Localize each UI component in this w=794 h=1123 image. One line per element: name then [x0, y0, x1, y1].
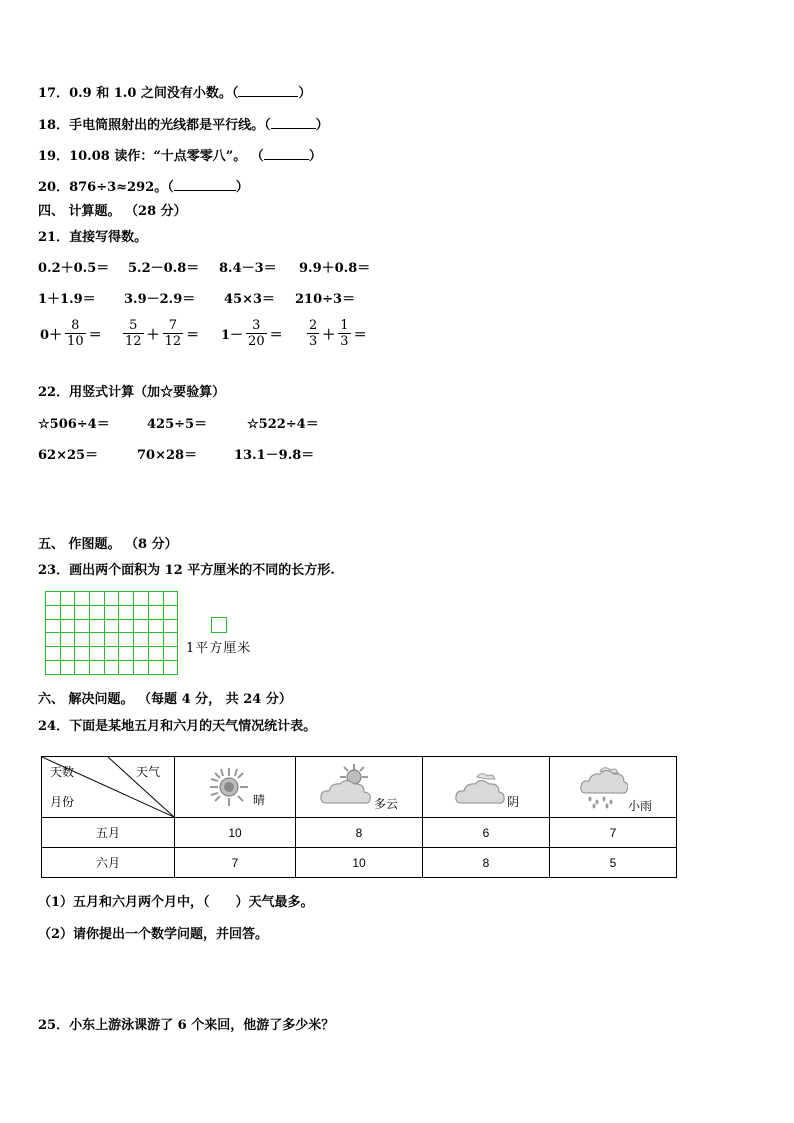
weather-label-rain: 小雨 — [628, 799, 653, 813]
calc-item: ☆506÷4＝ — [38, 417, 110, 432]
unit-square-label: 1平方厘米 — [186, 641, 252, 656]
question-21: 21．直接写得数。 — [38, 230, 148, 245]
weather-label-overcast: 阴 — [507, 795, 520, 809]
question-23: 23．画出两个面积为 12 平方厘米的不同的长方形. — [38, 563, 335, 578]
fraction: $\frac{2}{3}$ — [309, 318, 318, 349]
fraction: $\frac{1}{3}$ — [340, 318, 349, 349]
weather-label-sunny: 晴 — [253, 793, 266, 807]
weather-table — [41, 756, 677, 878]
weather-label-cloudy: 多云 — [374, 797, 399, 811]
section-5-heading: 五、 作图题。 （8 分） — [38, 537, 178, 552]
calc-item: ☆522÷4＝ — [247, 417, 319, 432]
header-weather-label: 天气 — [136, 765, 161, 779]
question-24: 24．下面是某地五月和六月的天气情况统计表。 — [38, 719, 317, 734]
fraction-calc-item: 1－ $\frac{3}{20}$ ＝ — [221, 318, 283, 349]
table-cell: 7 — [550, 818, 677, 848]
unit-square — [211, 617, 227, 633]
fraction: $\frac{7}{12}$ — [164, 318, 182, 349]
cloud-icon — [455, 771, 505, 807]
calc-item: 3.9－2.9＝ — [124, 292, 196, 307]
question-22: 22．用竖式计算（加☆要验算） — [38, 385, 226, 400]
rain-icon — [580, 765, 628, 809]
question-25: 25．小东上游泳课游了 6 个来回，他游了多少米？ — [38, 1018, 335, 1033]
calc-item: 13.1－9.8＝ — [234, 448, 315, 463]
partly-cloudy-icon — [318, 763, 378, 807]
header-days-label: 天数 — [50, 765, 75, 779]
answer-blank[interactable] — [264, 147, 309, 160]
table-cell: 6 — [423, 818, 550, 848]
answer-blank[interactable] — [174, 178, 236, 191]
answer-blank[interactable] — [271, 116, 316, 129]
table-cell: 7 — [175, 848, 296, 878]
calc-item: 45×3＝ — [224, 292, 276, 307]
question-19: 19．10.08 读作：“十点零零八”。 （ ） — [38, 149, 322, 164]
calc-item: 62×25＝ — [38, 448, 99, 463]
row-month-label: 六月 — [42, 848, 175, 878]
fraction: $\frac{8}{10}$ — [67, 318, 84, 349]
section-6-heading: 六、 解决问题。 （每题 4 分， 共 24 分） — [38, 692, 292, 707]
answer-blank[interactable] — [238, 84, 298, 97]
table-cell: 8 — [423, 848, 550, 878]
calc-item: 8.4－3＝ — [219, 261, 277, 276]
table-cell: 10 — [296, 848, 423, 878]
row-month-label: 五月 — [42, 818, 175, 848]
fraction-calc-item: 0＋ $\frac{8}{10}$ ＝ — [40, 318, 102, 349]
calc-item: 9.9＋0.8＝ — [299, 261, 371, 276]
calc-item: 210÷3＝ — [295, 292, 356, 307]
table-cell: 10 — [175, 818, 296, 848]
section-4-heading: 四、 计算题。 （28 分） — [38, 204, 187, 219]
question-17: 17．0.9 和 1.0 之间没有小数。（ ） — [38, 86, 312, 101]
weather-header-rain — [550, 757, 677, 818]
fraction: $\frac{3}{20}$ — [248, 318, 265, 349]
calc-item: 5.2－0.8＝ — [128, 261, 200, 276]
question-24-part-1: （1）五月和六月两个月中，（ ）天气最多。 — [38, 895, 314, 910]
question-18: 18．手电筒照射出的光线都是平行线。（ ） — [38, 118, 329, 133]
fraction-calc-item: $\frac{2}{3}$ ＋ $\frac{1}{3}$ ＝ — [309, 318, 367, 349]
calc-item: 1＋1.9＝ — [38, 292, 96, 307]
weather-header-sunny — [175, 757, 296, 818]
calc-item: 0.2＋0.5＝ — [38, 261, 110, 276]
sun-icon — [209, 767, 249, 807]
weather-header-partly-cloudy — [296, 757, 423, 818]
header-month-label: 月份 — [50, 795, 75, 809]
diagonal-header-cell — [42, 757, 175, 818]
table-cell: 8 — [296, 818, 423, 848]
fraction: $\frac{5}{12}$ — [125, 318, 142, 349]
weather-header-overcast — [423, 757, 550, 818]
fraction-calc-item: $\frac{5}{12}$ ＋ $\frac{7}{12}$ ＝ — [125, 318, 200, 349]
calc-item: 425÷5＝ — [147, 417, 208, 432]
drawing-grid[interactable] — [45, 591, 178, 675]
question-20: 20．876÷3≈292。（ ） — [38, 180, 249, 195]
question-24-part-2: （2）请你提出一个数学问题，并回答。 — [38, 927, 269, 942]
calc-item: 70×28＝ — [137, 448, 198, 463]
table-cell: 5 — [550, 848, 677, 878]
